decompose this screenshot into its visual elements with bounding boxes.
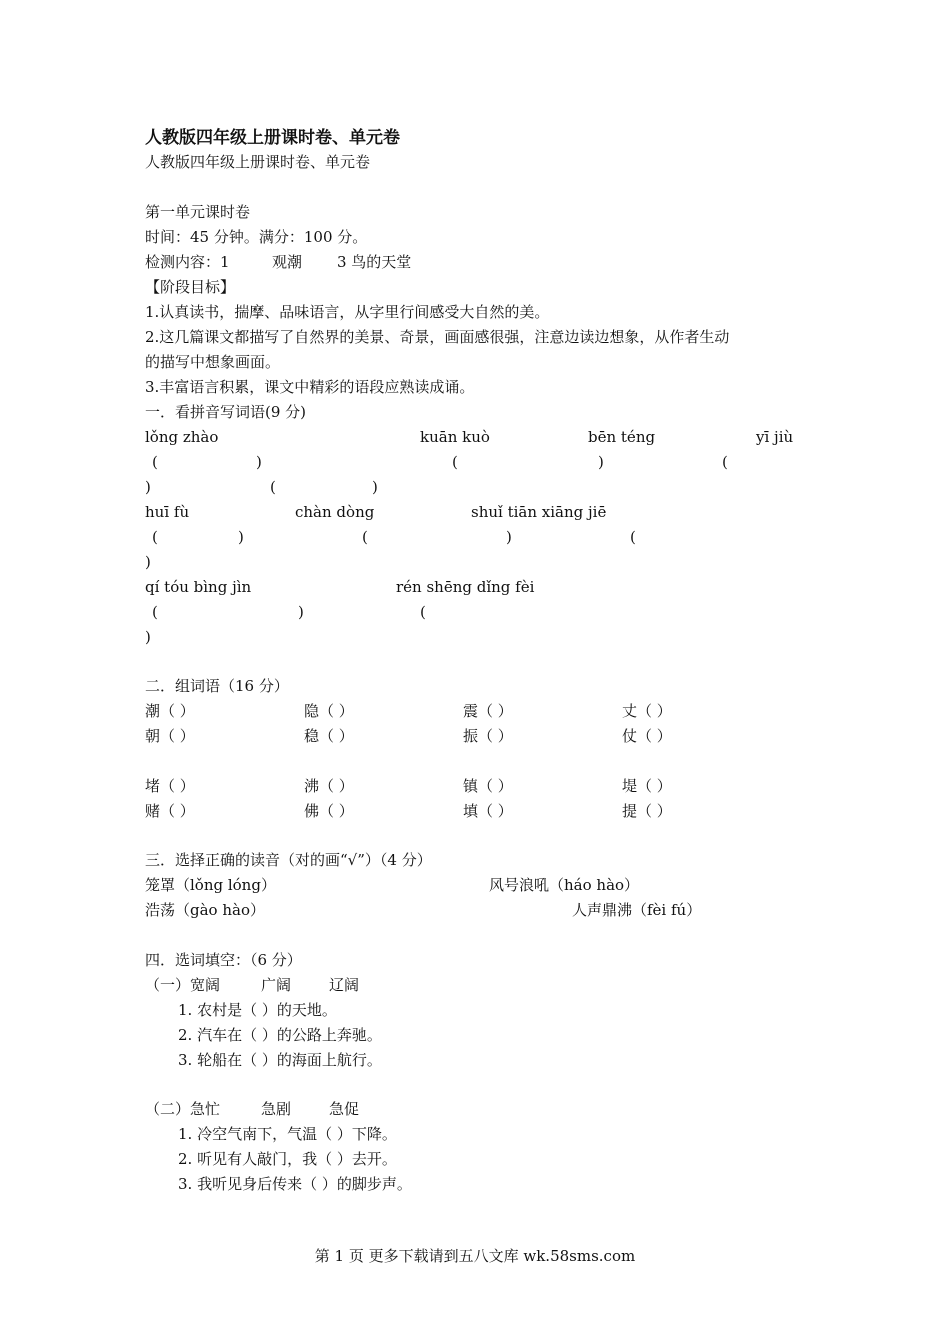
- pinyin-item: kuān kuò: [420, 428, 490, 446]
- word-item: 朝（ ）: [145, 727, 195, 745]
- pinyin-item: huī fù: [145, 503, 190, 521]
- blank-paren: (: [452, 453, 458, 471]
- section-1-heading: 一．看拼音写词语(9 分): [145, 403, 307, 421]
- goal-2: 2.这几篇课文都描写了自然界的美景、奇景，画面感很强，注意边读边想象，从作者生动: [145, 328, 730, 346]
- section-3-heading: 三．选择正确的读音（对的画“√”）（4 分）: [145, 851, 432, 869]
- page-footer: 第 1 页 更多下载请到五八文库 wk.58sms.com: [314, 1247, 636, 1265]
- goal-3: 3.丰富语言积累，课文中精彩的语段应熟读成诵。: [145, 378, 475, 396]
- page-subtitle: 人教版四年级上册课时卷、单元卷: [145, 153, 371, 171]
- word-item: 沸（ ）: [304, 777, 354, 795]
- blank-paren: ): [145, 478, 151, 496]
- check-lesson-3: 3 鸟的天堂: [337, 253, 412, 271]
- word-item: 镇（ ）: [463, 777, 513, 795]
- reading-item: 浩荡（gào hào）: [145, 901, 265, 919]
- reading-item: 笼罩（lǒng lóng）: [145, 876, 276, 894]
- reading-item: 人声鼎沸（fèi fú）: [572, 901, 702, 919]
- blank-paren: ): [145, 628, 151, 646]
- word-item: 隐（ ）: [304, 702, 354, 720]
- blank-paren: ): [256, 453, 262, 471]
- group-1-label: （一）宽阔: [145, 976, 221, 994]
- blank-paren: ): [598, 453, 604, 471]
- word-item: 震（ ）: [463, 702, 513, 720]
- blank-paren: (: [362, 528, 368, 546]
- check-prefix: 检测内容：1: [145, 253, 230, 271]
- blank-paren: ): [372, 478, 378, 496]
- pinyin-item: bēn téng: [588, 428, 656, 446]
- blank-paren: ): [145, 553, 151, 571]
- blank-paren: ): [238, 528, 244, 546]
- word-item: 堤（ ）: [622, 777, 672, 795]
- section-2-heading: 二．组词语（16 分）: [145, 677, 289, 695]
- blank-paren: (: [152, 528, 158, 546]
- word-item: 潮（ ）: [145, 702, 195, 720]
- fill-item: 1. 冷空气南下，气温（ ）下降。: [178, 1125, 397, 1143]
- reading-item: 风号浪吼（háo hào）: [489, 876, 640, 894]
- pinyin-item: rén shēng dǐng fèi: [396, 578, 535, 596]
- page-title: 人教版四年级上册课时卷、单元卷: [145, 128, 400, 148]
- pinyin-item: lǒng zhào: [145, 428, 219, 446]
- word-item: 佛（ ）: [304, 802, 354, 820]
- blank-paren: (: [420, 603, 426, 621]
- fill-item: 3. 我听见身后传来（ ）的脚步声。: [178, 1175, 412, 1193]
- word-item: 振（ ）: [463, 727, 513, 745]
- pinyin-item: yī jiù: [756, 428, 794, 446]
- word-item: 堵（ ）: [145, 777, 195, 795]
- blank-paren: (: [152, 453, 158, 471]
- blank-paren: (: [722, 453, 728, 471]
- group-2-word: 急剧: [261, 1100, 292, 1118]
- word-item: 丈（ ）: [622, 702, 672, 720]
- group-1-word: 广阔: [261, 976, 292, 994]
- time-info: 时间：45 分钟。满分：100 分。: [145, 228, 368, 246]
- fill-item: 1. 农村是（ ）的天地。: [178, 1001, 337, 1019]
- unit-label: 第一单元课时卷: [145, 203, 251, 221]
- goal-1: 1.认真读书，揣摩、品味语言，从字里行间感受大自然的美。: [145, 303, 550, 321]
- blank-paren: ): [298, 603, 304, 621]
- goal-2-cont: 的描写中想象画面。: [145, 353, 281, 371]
- blank-paren: (: [152, 603, 158, 621]
- check-lesson-1: 观潮: [272, 253, 303, 271]
- blank-paren: (: [270, 478, 276, 496]
- fill-item: 2. 听见有人敲门，我（ ）去开。: [178, 1150, 397, 1168]
- pinyin-item: chàn dòng: [295, 503, 375, 521]
- fill-item: 3. 轮船在（ ）的海面上航行。: [178, 1051, 382, 1069]
- group-2-word: 急促: [329, 1100, 360, 1118]
- word-item: 稳（ ）: [304, 727, 354, 745]
- blank-paren: (: [630, 528, 636, 546]
- word-item: 赌（ ）: [145, 802, 195, 820]
- group-1-word: 辽阔: [329, 976, 360, 994]
- word-item: 仗（ ）: [622, 727, 672, 745]
- group-2-label: （二）急忙: [145, 1100, 221, 1118]
- pinyin-item: shuǐ tiān xiāng jiē: [471, 503, 607, 521]
- goals-heading: 【阶段目标】: [145, 278, 236, 296]
- pinyin-item: qí tóu bìng jìn: [145, 578, 252, 596]
- blank-paren: ): [506, 528, 512, 546]
- section-4-heading: 四．选词填空：（6 分）: [145, 951, 302, 969]
- word-item: 填（ ）: [463, 802, 513, 820]
- fill-item: 2. 汽车在（ ）的公路上奔驰。: [178, 1026, 382, 1044]
- word-item: 提（ ）: [622, 802, 672, 820]
